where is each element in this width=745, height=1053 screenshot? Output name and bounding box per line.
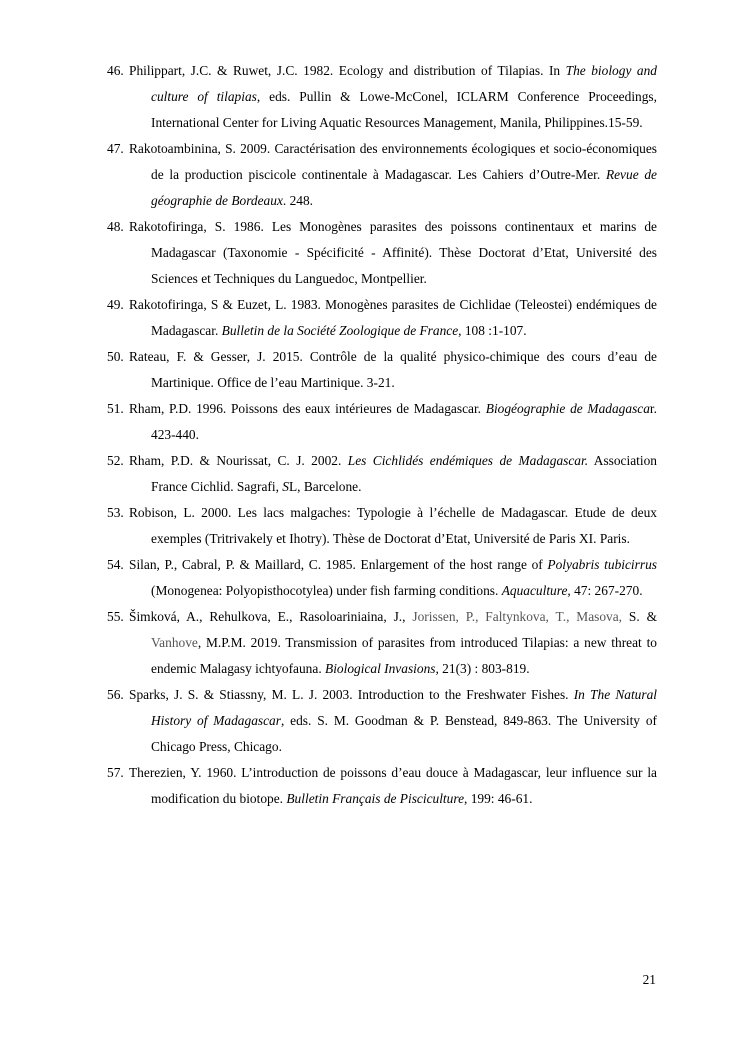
reference-number: 54.	[107, 557, 124, 572]
reference-number: 53.	[107, 505, 124, 520]
reference-text: , 47: 267-270.	[567, 583, 643, 598]
reference-text: 21(3) : 803-819.	[438, 661, 530, 676]
reference-number: 48.	[107, 219, 124, 234]
reference-text: Robison, L. 2000. Les lacs malgaches: Typologie à l’échelle de Madagascar. Etude de deux exemples (Tritrivakely et Ihotry). Thèse de Doctorat d’Etat, Université de Paris XI. Paris.	[129, 505, 657, 546]
reference-entry	[107, 552, 657, 604]
reference-text: Rateau, F. & Gesser, J. 2015. Contrôle de la qualité physico-chimique des cours d’eau de Martinique. Office de l’eau Martinique. 3-21.	[129, 349, 657, 390]
reference-text: Aquaculture	[501, 583, 568, 598]
reference-entry	[107, 448, 657, 500]
reference-text: Bulletin de la Société Zoologique de France	[221, 323, 459, 338]
reference-text: Association France Cichlid. Sagrafi,	[151, 453, 657, 494]
reference-text: Polyabris tubicirrus	[547, 557, 657, 572]
reference-text: L, Barcelone.	[288, 479, 362, 494]
reference-entry	[107, 214, 657, 292]
reference-text: Šimková, A., Rehulkova, E., Rasoloariniaina, J.,	[129, 609, 413, 624]
reference-entry	[107, 604, 657, 682]
reference-number: 47.	[107, 141, 124, 156]
reference-text: S	[282, 479, 289, 494]
reference-entry	[107, 292, 657, 344]
reference-entry	[107, 396, 657, 448]
reference-text: Les Cichlidés endémiques de Madagascar.	[347, 453, 589, 468]
reference-text: (Monogenea: Polyopisthocotylea) under fish farming conditions.	[151, 583, 502, 598]
reference-text: , eds. Pullin & Lowe-McConel, ICLARM Conference Proceedings, International Center for Living Aquatic Resources Management, Manila, Philippines.15-59.	[151, 89, 657, 130]
reference-text: Rakotofiringa, S & Euzet, L. 1983. Monogènes parasites de Cichlidae (Teleostei) endémiques de Madagascar.	[129, 297, 657, 338]
reference-number: 52.	[107, 453, 124, 468]
reference-text: Biogéographie de Madagasca	[485, 401, 650, 416]
reference-list	[107, 58, 657, 812]
reference-text: , M.P.M. 2019. Transmission of parasites from introduced Tilapias: a new threat to endemic Malagasy ichtyofauna.	[151, 635, 657, 676]
reference-entry	[107, 500, 657, 552]
reference-entry	[107, 136, 657, 214]
reference-text: Sparks, J. S. & Stiassny, M. L. J. 2003. Introduction to the Freshwater Fishes.	[129, 687, 574, 702]
reference-number: 51.	[107, 401, 124, 416]
reference-number: 55.	[107, 609, 124, 624]
reference-text: Philippart, J.C. & Ruwet, J.C. 1982. Ecology and distribution of Tilapias. In	[129, 63, 566, 78]
reference-text: Rham, P.D. & Nourissat, C. J. 2002.	[129, 453, 348, 468]
reference-text: Jorissen, P., Faltynkova, T., Masova,	[412, 609, 623, 624]
reference-number: 46.	[107, 63, 124, 78]
reference-text: . 248.	[282, 193, 314, 208]
reference-number: 56.	[107, 687, 124, 702]
reference-number: 50.	[107, 349, 124, 364]
reference-entry	[107, 344, 657, 396]
reference-text: In The Natural History of Madagascar	[151, 687, 657, 728]
reference-text: , eds. S. M. Goodman & P. Benstead, 849-863. The University of Chicago Press, Chicago.	[151, 713, 657, 754]
reference-text: Rakotofiringa, S. 1986. Les Monogènes parasites des poissons continentaux et marins de Madagascar (Taxonomie - Spécificité - Affinité). Thèse Doctorat d’Etat, Université des Sciences et Techniques du Languedoc, Montpellier.	[129, 219, 657, 286]
reference-text: , 199: 46-61.	[464, 791, 533, 806]
reference-text: Bulletin Français de Pisciculture	[286, 791, 465, 806]
reference-entry	[107, 760, 657, 812]
reference-entry	[107, 682, 657, 760]
reference-text: Biological Invasions,	[325, 661, 439, 676]
reference-text: Rakotoambinina, S. 2009. Caractérisation des environnements écologiques et socio-économiques de la production piscicole continentale à Madagascar. Les Cahiers d’Outre-Mer.	[129, 141, 657, 182]
reference-number: 49.	[107, 297, 124, 312]
reference-text: Silan, P., Cabral, P. & Maillard, C. 1985. Enlargement of the host range of	[129, 557, 548, 572]
reference-text: Rham, P.D. 1996. Poissons des eaux intérieures de Madagascar.	[129, 401, 486, 416]
reference-text: Vanhove	[151, 635, 198, 650]
page-number: 21	[642, 972, 656, 987]
reference-text: Therezien, Y. 1960. L’introduction de poissons d’eau douce à Madagascar, leur influence sur la modification du biotope.	[129, 765, 657, 806]
reference-text: , 108 :1-107.	[458, 323, 527, 338]
reference-text: Revue de géographie de Bordeaux	[151, 167, 657, 208]
reference-text: r. 423-440.	[151, 401, 657, 442]
reference-number: 57.	[107, 765, 124, 780]
reference-text: S. &	[622, 609, 658, 624]
reference-entry	[107, 58, 657, 136]
reference-text: The biology and culture of tilapias	[151, 63, 657, 104]
